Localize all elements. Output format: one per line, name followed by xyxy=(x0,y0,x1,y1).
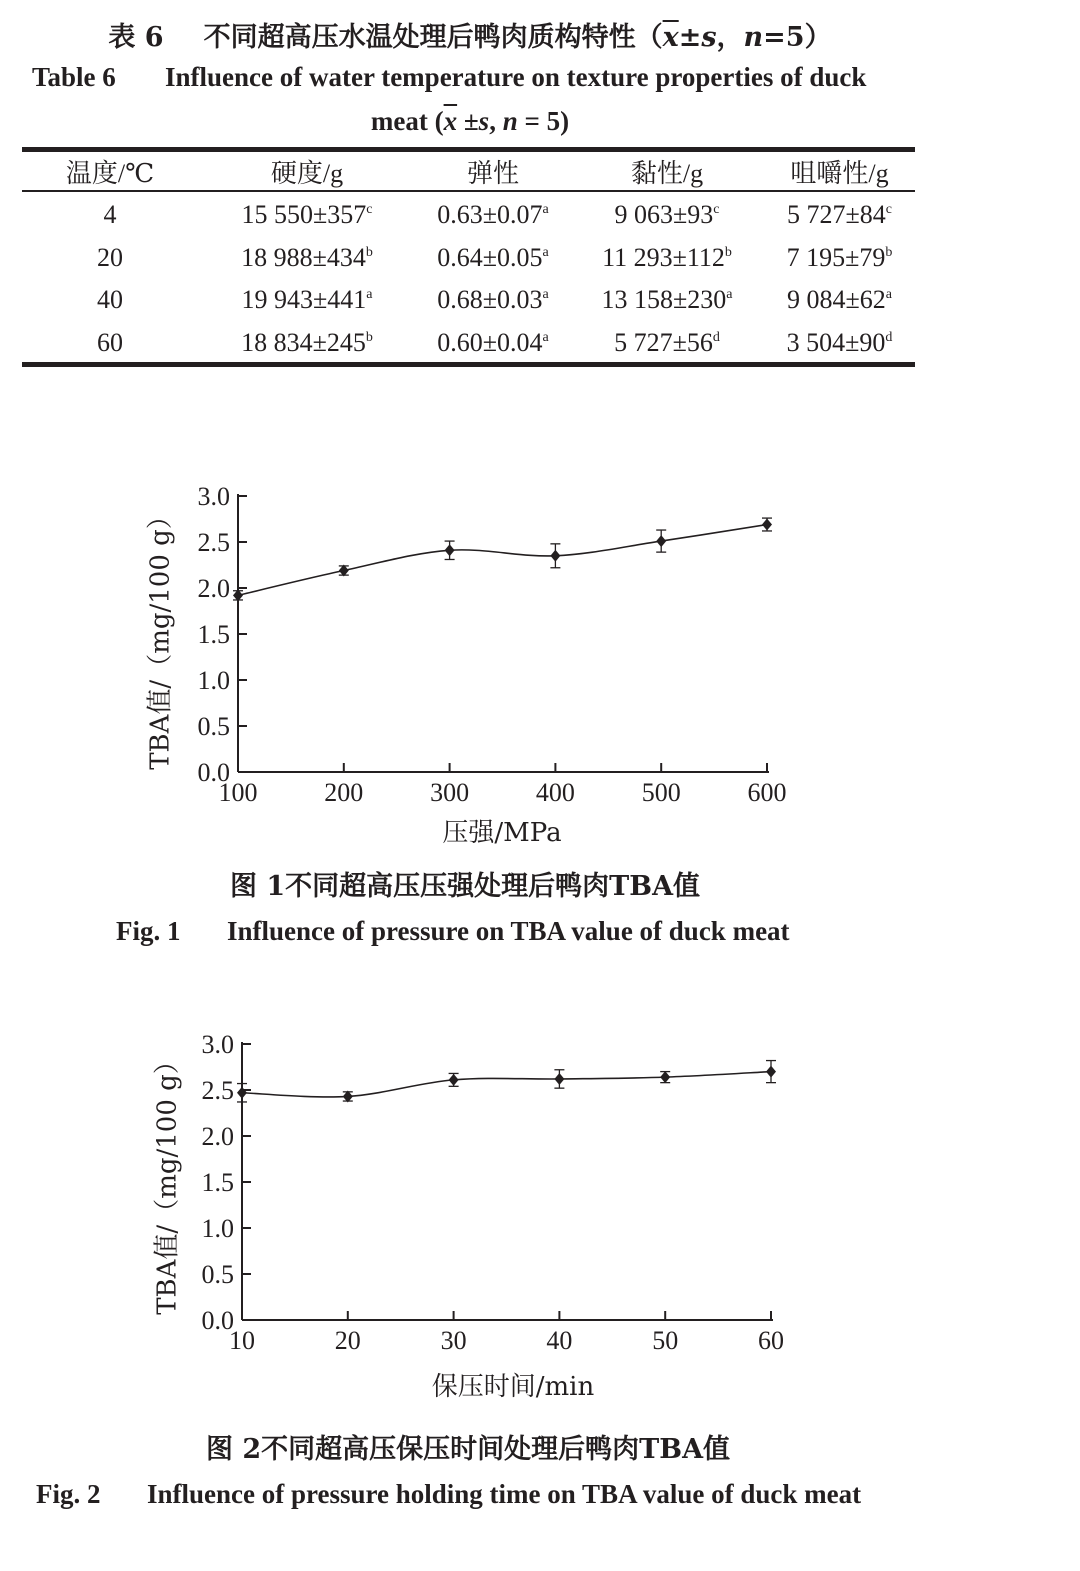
significance-letter: d xyxy=(885,329,893,345)
table-row xyxy=(22,190,915,237)
table-label-cn: 表 6 xyxy=(108,22,164,53)
figure2-caption-en xyxy=(36,1481,861,1508)
table-cell xyxy=(198,237,416,280)
table-cell xyxy=(22,237,198,280)
sd-symbol-en: s xyxy=(478,106,490,136)
data-point xyxy=(550,550,560,562)
x-tick-label: 500 xyxy=(641,778,681,807)
table-cell xyxy=(22,279,198,322)
figure1-caption-en xyxy=(116,918,790,945)
table-cell xyxy=(570,279,764,322)
significance-letter: c xyxy=(366,202,373,218)
figure1-caption-cn xyxy=(0,873,930,900)
table-cell xyxy=(570,190,764,237)
table-cell xyxy=(198,190,416,237)
x-tick-label: 200 xyxy=(324,778,364,807)
table-caption-cn xyxy=(0,24,940,51)
significance-letter: a xyxy=(542,329,549,345)
comma-en: , xyxy=(489,106,503,136)
significance-letter: c xyxy=(713,202,720,218)
y-tick-label: 3.0 xyxy=(197,482,230,511)
cell-value: 3 504±90 xyxy=(786,327,886,357)
figure1-label-cn: 图 1 xyxy=(229,871,286,902)
significance-letter: b xyxy=(724,244,732,260)
cell-value: 0.68±0.03 xyxy=(437,285,543,315)
cell-value: 11 293±112 xyxy=(602,242,725,272)
table-cell xyxy=(764,279,915,322)
y-tick-label: 0.0 xyxy=(201,1306,234,1335)
cell-value: 9 084±62 xyxy=(787,285,886,315)
significance-letter: a xyxy=(885,287,892,303)
figure1-y-axis-title: TBA值/（mg/100 g） xyxy=(145,503,176,770)
data-point xyxy=(660,1071,670,1083)
y-tick-label: 2.5 xyxy=(201,1076,234,1105)
cell-value: 5 727±84 xyxy=(787,200,886,230)
cell-value: 4 xyxy=(103,200,117,230)
data-point xyxy=(762,519,772,531)
cell-value: 5 727±56 xyxy=(614,327,713,357)
n-value-en: = 5) xyxy=(517,106,570,136)
table-caption-en-line2 xyxy=(0,108,940,135)
y-tick-label: 2.0 xyxy=(201,1122,234,1151)
table-cell xyxy=(416,190,570,237)
data-point xyxy=(554,1073,564,1085)
significance-letter: b xyxy=(885,244,893,260)
cell-value: 7 195±79 xyxy=(786,242,886,272)
table-cell xyxy=(416,237,570,280)
table-title-cn: 不同超高压水温处理后鸭肉质构特性（ xyxy=(203,22,663,53)
figure1-title-cn: 不同超高压压强处理后鸭肉TBA值 xyxy=(285,871,701,902)
sd-symbol: s xyxy=(701,22,717,53)
cell-value: 13 158±230 xyxy=(601,285,727,315)
y-tick-label: 1.5 xyxy=(201,1168,234,1197)
cell-value: 40 xyxy=(97,285,123,315)
header-springiness: 弹性 xyxy=(466,158,519,188)
y-tick-label: 1.5 xyxy=(197,620,230,649)
x-tick-label: 20 xyxy=(334,1326,361,1355)
figure2-caption-cn xyxy=(0,1436,936,1463)
y-tick-label: 3.0 xyxy=(201,1030,234,1059)
header-temperature: 温度/℃ xyxy=(65,158,155,188)
table-cell xyxy=(764,190,915,237)
table-label-en: Table 6 xyxy=(32,62,116,92)
cell-value: 18 988±434 xyxy=(241,242,366,272)
table-cell xyxy=(22,322,198,365)
significance-letter: b xyxy=(365,329,373,345)
significance-letter: d xyxy=(712,329,720,345)
figure2-x-axis-title: 保压时间/min xyxy=(431,1372,595,1402)
table-header-row xyxy=(22,152,915,190)
significance-letter: a xyxy=(542,202,549,218)
series-line xyxy=(238,525,767,596)
table-cell xyxy=(570,322,764,365)
figure2-label-en: Fig. 2 xyxy=(36,1479,101,1509)
table-cell xyxy=(570,237,764,280)
n-value: =5） xyxy=(763,22,832,53)
significance-letter: a xyxy=(542,287,549,303)
header-adhesiveness: 黏性/g xyxy=(630,158,704,188)
x-tick-label: 60 xyxy=(758,1326,784,1355)
table-caption-en xyxy=(32,64,866,91)
table-cell xyxy=(198,279,416,322)
figure2-title-cn: 不同超高压保压时间处理后鸭肉TBA值 xyxy=(261,1434,731,1465)
y-tick-label: 2.0 xyxy=(197,574,230,603)
significance-letter: a xyxy=(726,287,733,303)
figure2-title-en: Influence of pressure holding time on TBA value of duck meat xyxy=(147,1479,862,1509)
figure1-x-axis-title: 压强/MPa xyxy=(442,818,562,848)
header-chewiness: 咀嚼性/g xyxy=(790,158,889,188)
data-point xyxy=(656,535,666,547)
figure1-title-en: Influence of pressure on TBA value of duck meat xyxy=(227,916,790,946)
y-tick-label: 1.0 xyxy=(197,666,230,695)
data-point xyxy=(449,1074,459,1086)
n-symbol: n xyxy=(743,22,764,53)
table-row xyxy=(22,322,915,365)
table-title-en: Influence of water temperature on texture properties of duck xyxy=(165,62,867,92)
pm-symbol: ± xyxy=(678,22,702,53)
n-symbol-en: n xyxy=(502,106,518,136)
series-line xyxy=(242,1072,771,1097)
x-tick-label: 10 xyxy=(229,1326,255,1355)
mean-symbol: $\overline{x}$ xyxy=(662,22,679,53)
figure2-y-axis-title: TBA值/（mg/100 g） xyxy=(152,1048,183,1315)
x-tick-label: 600 xyxy=(747,778,787,807)
table-cell xyxy=(416,322,570,365)
cell-value: 0.60±0.04 xyxy=(437,327,543,357)
cell-value: 20 xyxy=(97,242,123,272)
x-tick-label: 100 xyxy=(218,778,258,807)
significance-letter: a xyxy=(366,287,373,303)
table-cell xyxy=(764,322,915,365)
x-tick-label: 400 xyxy=(535,778,575,807)
texture-table xyxy=(22,152,915,364)
cell-value: 0.64±0.05 xyxy=(437,242,543,272)
cell-value: 9 063±93 xyxy=(614,200,714,230)
table-cell xyxy=(198,322,416,365)
x-tick-label: 300 xyxy=(430,778,470,807)
table-cell xyxy=(416,279,570,322)
pm-symbol-en: ± xyxy=(457,106,479,136)
cell-value: 19 943±441 xyxy=(241,285,367,315)
cell-value: 18 834±245 xyxy=(241,327,366,357)
cell-value: 0.63±0.07 xyxy=(437,200,543,230)
caption-line2-text: meat ( xyxy=(370,106,444,136)
figure2-label-cn: 图 2 xyxy=(205,1434,262,1465)
data-point xyxy=(237,1087,247,1099)
table-cell xyxy=(764,237,915,280)
cell-value: 60 xyxy=(97,327,123,357)
y-tick-label: 0.0 xyxy=(197,758,230,787)
x-tick-label: 30 xyxy=(440,1326,467,1355)
significance-letter: a xyxy=(542,244,549,260)
y-tick-label: 2.5 xyxy=(197,528,230,557)
y-tick-label: 0.5 xyxy=(197,712,230,741)
table-row xyxy=(22,237,915,280)
data-point xyxy=(766,1066,776,1078)
table-row xyxy=(22,279,915,322)
cell-value: 15 550±357 xyxy=(241,200,367,230)
mean-symbol-en: $\overline{x}$ xyxy=(443,106,458,136)
y-tick-label: 0.5 xyxy=(201,1260,234,1289)
data-point xyxy=(445,544,455,556)
comma: ， xyxy=(716,22,744,53)
significance-letter: c xyxy=(885,202,892,218)
x-tick-label: 40 xyxy=(546,1326,573,1355)
table-cell xyxy=(22,190,198,237)
y-tick-label: 1.0 xyxy=(201,1214,234,1243)
figure1-label-en: Fig. 1 xyxy=(116,916,181,946)
header-hardness: 硬度/g xyxy=(270,158,344,188)
x-tick-label: 50 xyxy=(652,1326,679,1355)
significance-letter: b xyxy=(365,244,373,260)
